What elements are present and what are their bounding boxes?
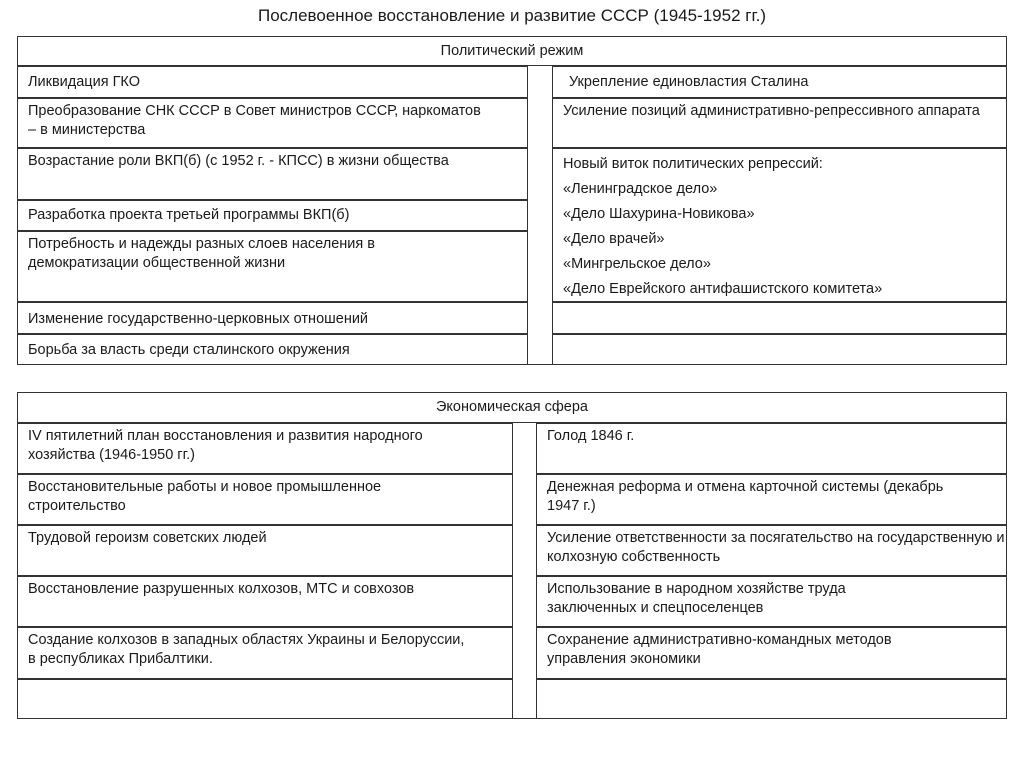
economic-left-row-3: Трудовой героизм советских людей	[17, 525, 513, 576]
political-right-row-2: Усиление позиций административно-репрессивного аппарата	[552, 98, 1007, 148]
repression-case: «Дело Еврейского антифашистского комитета»	[563, 281, 883, 297]
economic-right-row-4: Использование в народном хозяйстве труда заключенных и спецпоселенцев	[536, 576, 1007, 627]
political-left-row-6: Изменение государственно-церковных отношений	[17, 302, 528, 334]
repression-case: «Мингрельское дело»	[563, 256, 711, 272]
economic-left-row-5: Создание колхозов в западных областях Украины и Белоруссии, в республиках Прибалтики.	[17, 627, 513, 679]
page-title: Послевоенное восстановление и развитие СССР (1945-1952 гг.)	[258, 6, 766, 25]
economic-left-row-empty	[17, 679, 513, 719]
economic-header: Экономическая сфера	[17, 392, 1007, 423]
economic-left-row-1: IV пятилетний план восстановления и развития народного хозяйства (1946-1950 гг.)	[17, 423, 513, 474]
economic-right-row-empty	[536, 679, 1007, 719]
repression-case: «Дело Шахурина-Новикова»	[563, 206, 755, 222]
economic-right-row-3: Усиление ответственности за посягательство на государственную и колхозную собственность	[536, 525, 1007, 576]
repression-case: «Дело врачей»	[563, 231, 665, 247]
political-header: Политический режим	[17, 36, 1007, 66]
economic-right-row-1: Голод 1846 г.	[536, 423, 1007, 474]
political-right-row-empty-2	[552, 334, 1007, 365]
political-right-row-empty-1	[552, 302, 1007, 334]
political-gap-column	[527, 66, 553, 365]
political-right-row-1: Укрепление единовластия Сталина	[552, 66, 1007, 98]
economic-left-row-2: Восстановительные работы и новое промышленное строительство	[17, 474, 513, 525]
economic-right-row-5: Сохранение административно-командных методов управления экономики	[536, 627, 1007, 679]
economic-right-row-2: Денежная реформа и отмена карточной системы (декабрь 1947 г.)	[536, 474, 1007, 525]
economic-gap-column	[512, 423, 537, 719]
political-right-row-3	[552, 148, 1007, 302]
political-left-row-5: Потребность и надежды разных слоев населения в демократизации общественной жизни	[17, 231, 528, 302]
repressions-intro: Новый виток политических репрессий:	[563, 156, 823, 172]
repression-case: «Ленинградское дело»	[563, 181, 718, 197]
political-left-row-2: Преобразование СНК СССР в Совет министров СССР, наркоматов – в министерства	[17, 98, 528, 148]
political-left-row-7: Борьба за власть среди сталинского окружения	[17, 334, 528, 365]
economic-left-row-4: Восстановление разрушенных колхозов, МТС и совхозов	[17, 576, 513, 627]
political-left-row-1: Ликвидация ГКО	[17, 66, 528, 98]
political-left-row-3: Возрастание роли ВКП(б) (с 1952 г. - КПСС) в жизни общества	[17, 148, 528, 200]
political-left-row-4: Разработка проекта третьей программы ВКП(б)	[17, 200, 528, 231]
